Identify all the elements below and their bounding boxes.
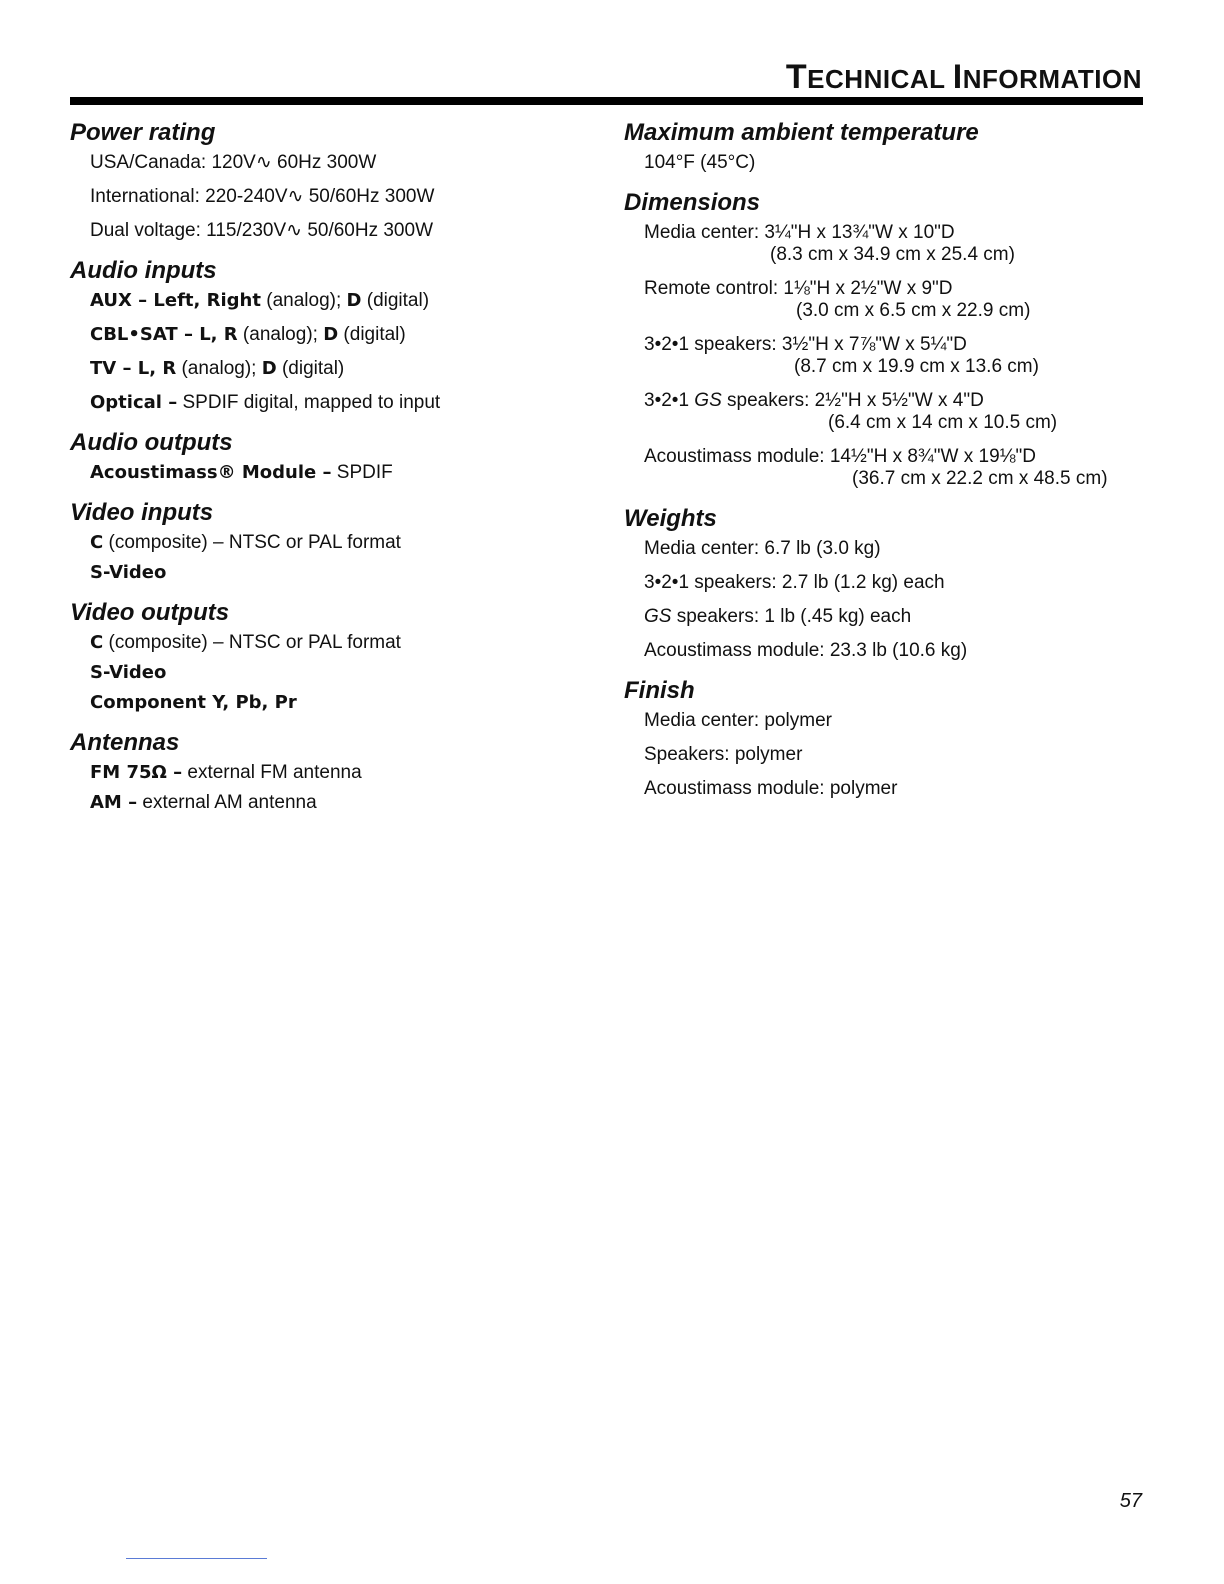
dimension-imperial: Remote control: 1⅛"H x 2½"W x 9"D bbox=[644, 278, 953, 299]
temperature-section bbox=[624, 118, 1144, 174]
section-heading: Maximum ambient temperature bbox=[624, 119, 979, 146]
finish-section bbox=[624, 676, 1144, 800]
video-output-svideo: S-Video bbox=[90, 662, 167, 683]
left-column bbox=[70, 118, 570, 828]
antenna-fm: FM 75Ω – external FM antenna bbox=[90, 762, 362, 783]
right-column bbox=[624, 118, 1144, 814]
dimension-remote bbox=[644, 278, 1144, 322]
weight-gs-speakers: GS speakers: 1 lb (.45 kg) each bbox=[644, 606, 912, 627]
video-output-composite: C (composite) – NTSC or PAL format bbox=[90, 632, 401, 653]
weights-section bbox=[624, 504, 1144, 662]
weight-media-center: Media center: 6.7 lb (3.0 kg) bbox=[644, 538, 881, 559]
section-heading: Power rating bbox=[70, 119, 216, 146]
power-rating-section bbox=[70, 118, 570, 242]
dimension-speakers bbox=[644, 334, 1144, 378]
audio-output-module: Acoustimass® Module – SPDIF bbox=[90, 462, 393, 483]
dimension-imperial: 3•2•1 speakers: 3½"H x 7⅞"W x 5¼"D bbox=[644, 334, 967, 355]
section-heading: Weights bbox=[624, 505, 717, 532]
dimension-metric: (6.4 cm x 14 cm x 10.5 cm) bbox=[828, 412, 1058, 433]
page-number: 57 bbox=[1119, 1490, 1142, 1512]
dimension-metric: (8.3 cm x 34.9 cm x 25.4 cm) bbox=[770, 244, 1015, 265]
section-heading: Video outputs bbox=[70, 599, 230, 626]
video-outputs-section bbox=[70, 598, 570, 714]
power-dual: Dual voltage: 115/230V∿ 50/60Hz 300W bbox=[90, 220, 434, 241]
dimension-metric: (8.7 cm x 19.9 cm x 13.6 cm) bbox=[794, 356, 1039, 377]
video-input-svideo: S-Video bbox=[90, 562, 167, 583]
audio-input-optical: Optical – SPDIF digital, mapped to input bbox=[90, 392, 441, 413]
audio-outputs-section bbox=[70, 428, 570, 484]
section-heading: Finish bbox=[624, 677, 695, 704]
weight-acoustimass: Acoustimass module: 23.3 lb (10.6 kg) bbox=[644, 640, 968, 661]
section-heading: Dimensions bbox=[624, 189, 761, 216]
section-heading: Audio outputs bbox=[70, 429, 233, 456]
finish-media-center: Media center: polymer bbox=[644, 710, 832, 731]
audio-input-tv: TV – L, R (analog); D (digital) bbox=[90, 358, 345, 379]
section-heading: Audio inputs bbox=[70, 257, 217, 284]
power-usa: USA/Canada: 120V∿ 60Hz 300W bbox=[90, 152, 377, 173]
antenna-am: AM – external AM antenna bbox=[90, 792, 317, 813]
section-heading: Antennas bbox=[70, 729, 180, 756]
dimension-imperial: Acoustimass module: 14½"H x 8¾"W x 19⅛"D bbox=[644, 446, 1036, 467]
page-title: TECHNICAL INFORMATION bbox=[785, 58, 1142, 96]
audio-inputs-section bbox=[70, 256, 570, 414]
finish-speakers: Speakers: polymer bbox=[644, 744, 803, 765]
video-output-component: Component Y, Pb, Pr bbox=[90, 692, 297, 713]
section-heading: Video inputs bbox=[70, 499, 214, 526]
video-inputs-section bbox=[70, 498, 570, 584]
title-rule bbox=[70, 97, 1143, 105]
audio-input-cbl-sat: CBL•SAT – L, R (analog); D (digital) bbox=[90, 324, 406, 345]
weight-speakers: 3•2•1 speakers: 2.7 lb (1.2 kg) each bbox=[644, 572, 945, 593]
finish-acoustimass: Acoustimass module: polymer bbox=[644, 778, 898, 799]
antennas-section bbox=[70, 728, 570, 814]
dimension-metric: (36.7 cm x 22.2 cm x 48.5 cm) bbox=[852, 468, 1108, 489]
audio-input-aux: AUX – Left, Right (analog); D (digital) bbox=[90, 290, 430, 311]
dimension-imperial: Media center: 3¼"H x 13¾"W x 10"D bbox=[644, 222, 955, 243]
temperature-value: 104°F (45°C) bbox=[644, 152, 756, 173]
footer-link-underline bbox=[126, 1558, 267, 1559]
dimension-media-center bbox=[644, 222, 1144, 266]
power-international: International: 220-240V∿ 50/60Hz 300W bbox=[90, 186, 435, 207]
video-input-composite: C (composite) – NTSC or PAL format bbox=[90, 532, 401, 553]
dimension-metric: (3.0 cm x 6.5 cm x 22.9 cm) bbox=[796, 300, 1031, 321]
dimensions-section bbox=[624, 188, 1144, 490]
dimension-gs-speakers bbox=[644, 390, 1144, 434]
dimension-imperial: 3•2•1 GS speakers: 2½"H x 5½"W x 4"D bbox=[644, 390, 984, 411]
dimension-acoustimass bbox=[644, 446, 1144, 490]
